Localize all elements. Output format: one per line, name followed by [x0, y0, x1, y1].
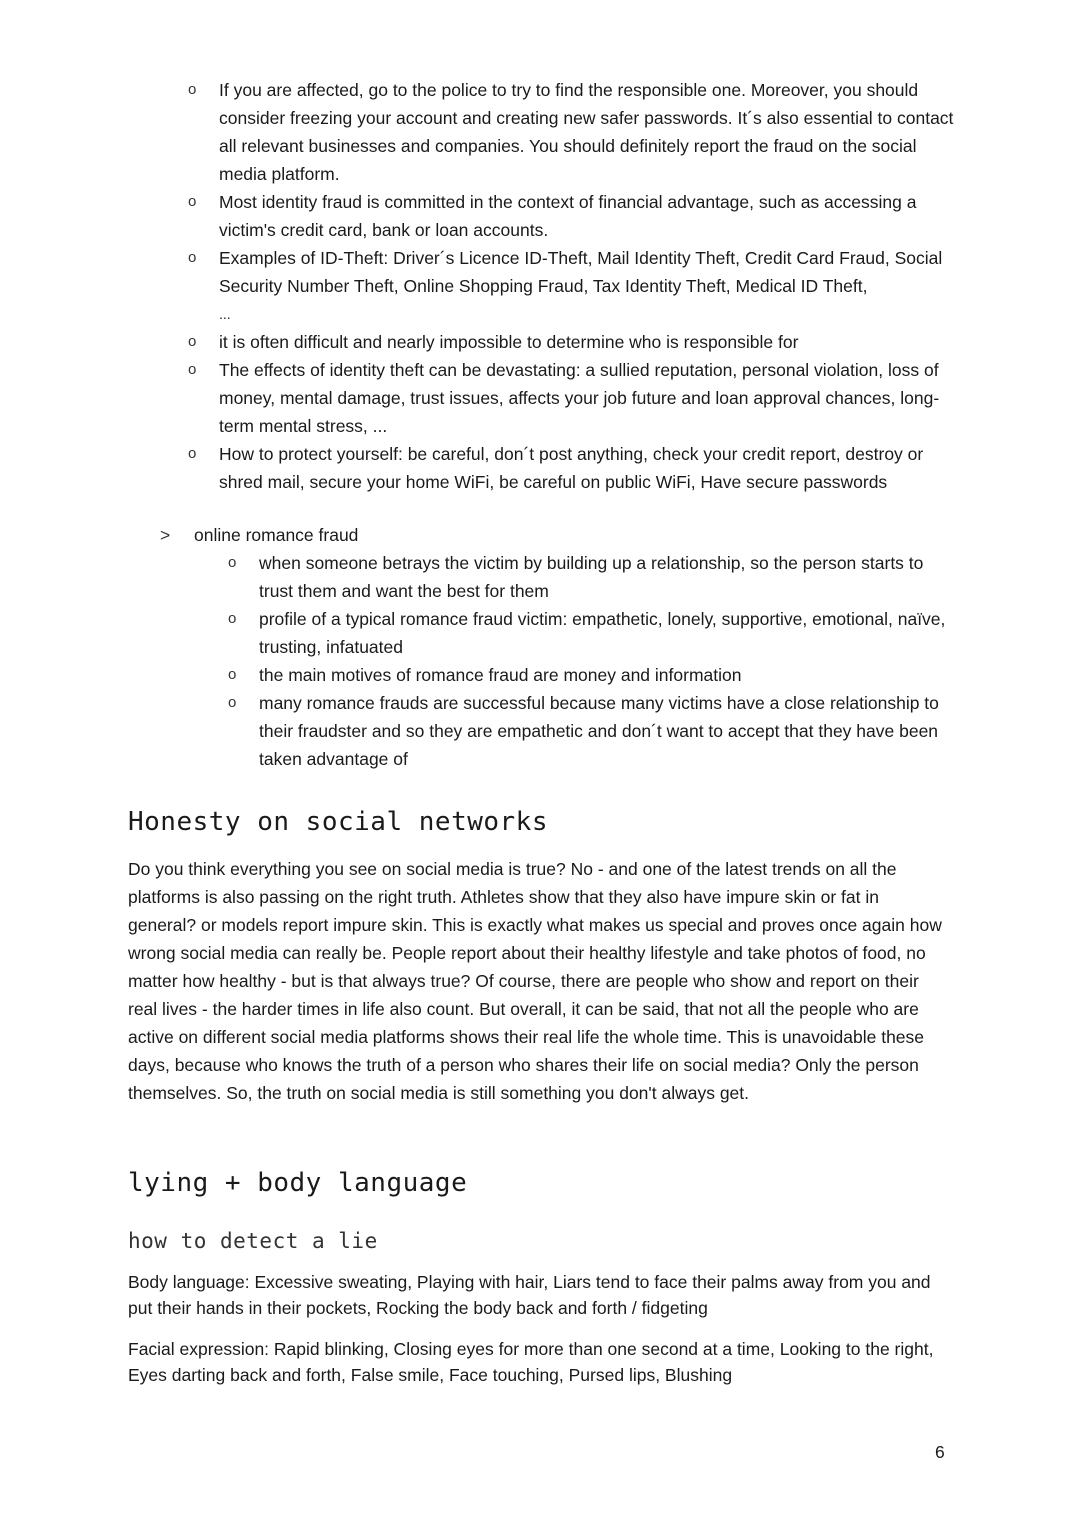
circle-bullet-icon: o — [228, 610, 237, 627]
romance-fraud-list — [228, 549, 949, 773]
lying-heading: lying + body language — [128, 1168, 468, 1198]
list-item-text: How to protect yourself: be careful, don´t post anything, check your credit report, destroy or shred mail, secure your home WiFi, be careful on public WiFi, Have secure passwords — [219, 444, 924, 492]
list-item — [228, 605, 949, 661]
honesty-paragraph: Do you think everything you see on social media is true? No - and one of the latest trends on all the platforms is also passing on the right truth. Athletes show that they also have impure skin or fat in general? or models report impure skin. This is exactly what makes us special and proves once again how wrong social media can really be. People report about their healthy lifestyle and take photos of food, no matter how healthy - but is that always true? Of course, there are people who show and report on their real lives - the harder times in life also count. But overall, it can be said, that not all the people who are active on different social media platforms shows their real life the whole time. This is unavoidable these days, because who knows the truth of a person who shares their life on social media? Only the person themselves. So, the truth on social media is still something you don't always get. — [128, 859, 942, 1103]
romance-fraud-title-text: online romance fraud — [194, 525, 359, 545]
detect-lie-subheading: how to detect a lie — [128, 1229, 378, 1253]
circle-bullet-icon: o — [228, 694, 237, 711]
list-item-text: Most identity fraud is committed in the context of financial advantage, such as accessing a victim's credit card, bank or loan accounts. — [219, 192, 917, 240]
circle-bullet-icon: o — [188, 81, 197, 98]
list-item — [188, 356, 959, 440]
list-item — [228, 689, 949, 773]
identity-theft-list — [188, 76, 959, 496]
circle-bullet-icon: o — [188, 333, 197, 350]
list-item-text: it is often difficult and nearly impossible to determine who is responsible for — [219, 332, 799, 352]
romance-fraud-title — [160, 521, 960, 549]
list-item — [228, 549, 949, 605]
list-item-text: many romance frauds are successful because many victims have a close relationship to their fraudster and so they are empathetic and don´t want to accept that they have been taken advantage of — [259, 693, 939, 769]
circle-bullet-icon: o — [228, 666, 237, 683]
list-item — [228, 661, 949, 689]
examples-ellipsis: ... — [219, 306, 231, 322]
body-language-paragraph: Body language: Excessive sweating, Playing with hair, Liars tend to face their palms away from you and put their hands in their pockets, Rocking the body back and forth / fidgeting — [128, 1272, 931, 1318]
circle-bullet-icon: o — [188, 361, 197, 378]
circle-bullet-icon: o — [188, 249, 197, 266]
list-item-text: the main motives of romance fraud are money and information — [259, 665, 742, 685]
circle-bullet-icon: o — [228, 554, 237, 571]
list-item-text: Examples of ID-Theft: Driver´s Licence ID-Theft, Mail Identity Theft, Credit Card Fraud, Social Security Number Theft, Online Shopping Fraud, Tax Identity Theft, Medical ID Theft, — [219, 248, 943, 296]
list-item — [188, 244, 959, 328]
list-item — [188, 76, 959, 188]
list-item — [188, 440, 959, 496]
list-item-text: profile of a typical romance fraud victim: empathetic, lonely, supportive, emotional, naïve, trusting, infatuated — [259, 609, 946, 657]
list-item-text: when someone betrays the victim by building up a relationship, so the person starts to trust them and want the best for them — [259, 553, 924, 601]
circle-bullet-icon: o — [188, 193, 197, 210]
list-item — [188, 328, 959, 356]
list-item-text: The effects of identity theft can be devastating: a sullied reputation, personal violation, loss of money, mental damage, trust issues, affects your job future and loan approval chances, long-term mental stress, ... — [219, 360, 940, 436]
page-number: 6 — [935, 1442, 945, 1462]
arrow-bullet-icon: > — [160, 525, 171, 545]
honesty-heading: Honesty on social networks — [128, 807, 548, 837]
facial-expression-paragraph: Facial expression: Rapid blinking, Closing eyes for more than one second at a time, Looking to the right, Eyes darting back and forth, False smile, Face touching, Pursed lips, Blushing — [128, 1339, 934, 1385]
list-item-text: If you are affected, go to the police to try to find the responsible one. Moreover, you should consider freezing your account and creating new safer passwords. It´s also essential to contact all relevant businesses and companies. You should definitely report the fraud on the social media platform. — [219, 80, 954, 184]
circle-bullet-icon: o — [188, 445, 197, 462]
list-item — [188, 188, 959, 244]
